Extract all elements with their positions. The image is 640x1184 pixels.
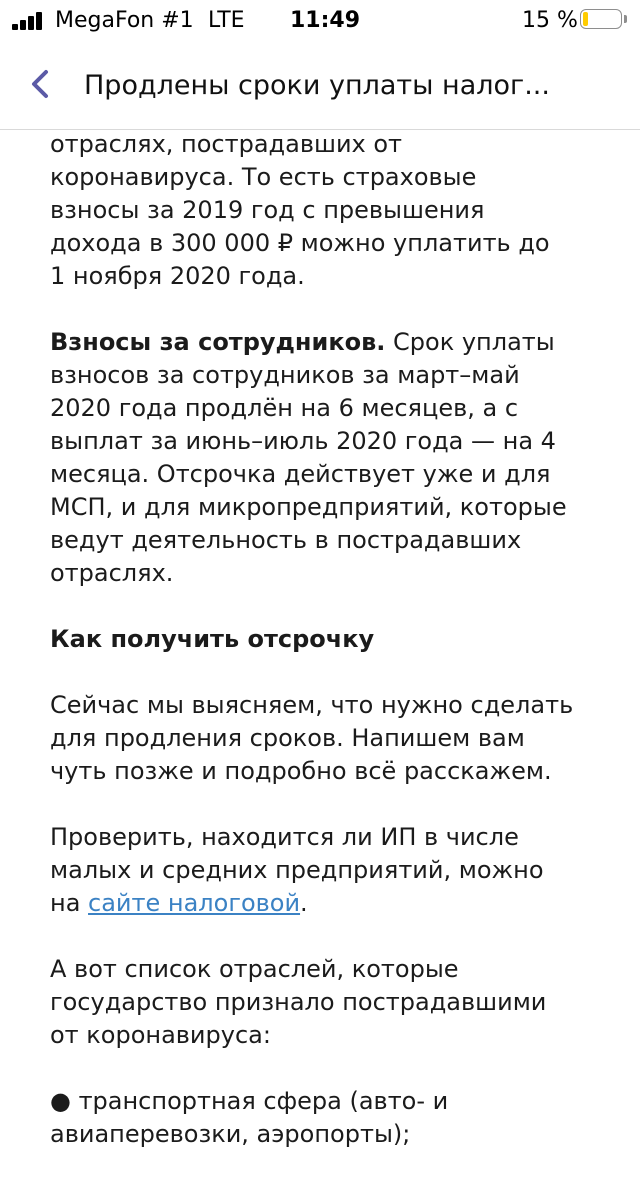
list-item-line: ● транспортная сфера (авто- и bbox=[50, 1087, 449, 1115]
clock: 11:49 bbox=[290, 8, 361, 33]
employees-first-line bbox=[50, 326, 610, 359]
intro-line: взносы за 2019 год с превышения bbox=[50, 196, 485, 224]
employees-heading: Взносы за сотрудников. bbox=[50, 328, 386, 356]
howto-line: для продления сроков. Напишем вам bbox=[50, 724, 525, 752]
page-title: Продлены сроки уплаты налог... bbox=[84, 70, 550, 101]
check-prefix: на bbox=[50, 889, 89, 917]
article-body bbox=[50, 128, 610, 1184]
check-line: малых и средних предприятий, можно bbox=[50, 856, 544, 884]
howto-line: чуть позже и подробно всё расскажем. bbox=[50, 757, 552, 785]
employees-line: МСП, и для микропредприятий, которые bbox=[50, 493, 567, 521]
howto-line: Сейчас мы выясняем, что нужно сделать bbox=[50, 691, 574, 719]
employees-paragraph bbox=[50, 326, 610, 590]
tax-site-link[interactable]: сайте налоговой bbox=[88, 889, 301, 917]
howto-heading: Как получить отсрочку bbox=[50, 625, 375, 653]
employees-line: ведут деятельность в пострадавших bbox=[50, 526, 522, 554]
check-paragraph bbox=[50, 821, 610, 920]
check-line: Проверить, находится ли ИП в числе bbox=[50, 823, 519, 851]
chevron-left-icon bbox=[22, 62, 62, 106]
network-type: LTE bbox=[208, 8, 245, 33]
check-suffix: . bbox=[300, 889, 308, 917]
status-bar bbox=[0, 0, 640, 40]
signal-strength-icon bbox=[12, 12, 46, 30]
intro-line: дохода в 300 000 ₽ можно уплатить до bbox=[50, 229, 550, 257]
battery-icon bbox=[580, 9, 628, 31]
intro-line: отраслях, пострадавших от bbox=[50, 130, 403, 158]
list-intro-line: А вот список отраслей, которые bbox=[50, 955, 459, 983]
employees-line: выплат за июнь–июль 2020 года — на 4 bbox=[50, 427, 556, 455]
check-last-line bbox=[50, 887, 610, 920]
employees-line: 2020 года продлён на 6 месяцев, а с bbox=[50, 394, 519, 422]
intro-line: 1 ноября 2020 года. bbox=[50, 262, 305, 290]
back-button[interactable] bbox=[22, 62, 62, 106]
intro-paragraph bbox=[50, 128, 610, 293]
list-intro-paragraph bbox=[50, 953, 610, 1052]
howto-section-heading bbox=[50, 623, 610, 656]
howto-paragraph bbox=[50, 689, 610, 788]
battery-percent: 15 % bbox=[522, 8, 578, 33]
battery-level bbox=[583, 12, 588, 26]
nav-bar bbox=[0, 40, 640, 130]
list-item-line: авиаперевозки, аэропорты); bbox=[50, 1120, 411, 1148]
carrier-name: MegaFon #1 bbox=[55, 8, 194, 33]
employees-line: отраслях. bbox=[50, 559, 174, 587]
employees-line: взносов за сотрудников за март–май bbox=[50, 361, 520, 389]
list-intro-line: государство признало пострадавшими bbox=[50, 988, 547, 1016]
industry-list-item bbox=[50, 1085, 610, 1151]
employees-line: месяца. Отсрочка действует уже и для bbox=[50, 460, 551, 488]
list-intro-line: от коронавируса: bbox=[50, 1021, 271, 1049]
intro-line: коронавируса. То есть страховые bbox=[50, 163, 477, 191]
employees-first-line-rest: Срок уплаты bbox=[385, 328, 555, 356]
